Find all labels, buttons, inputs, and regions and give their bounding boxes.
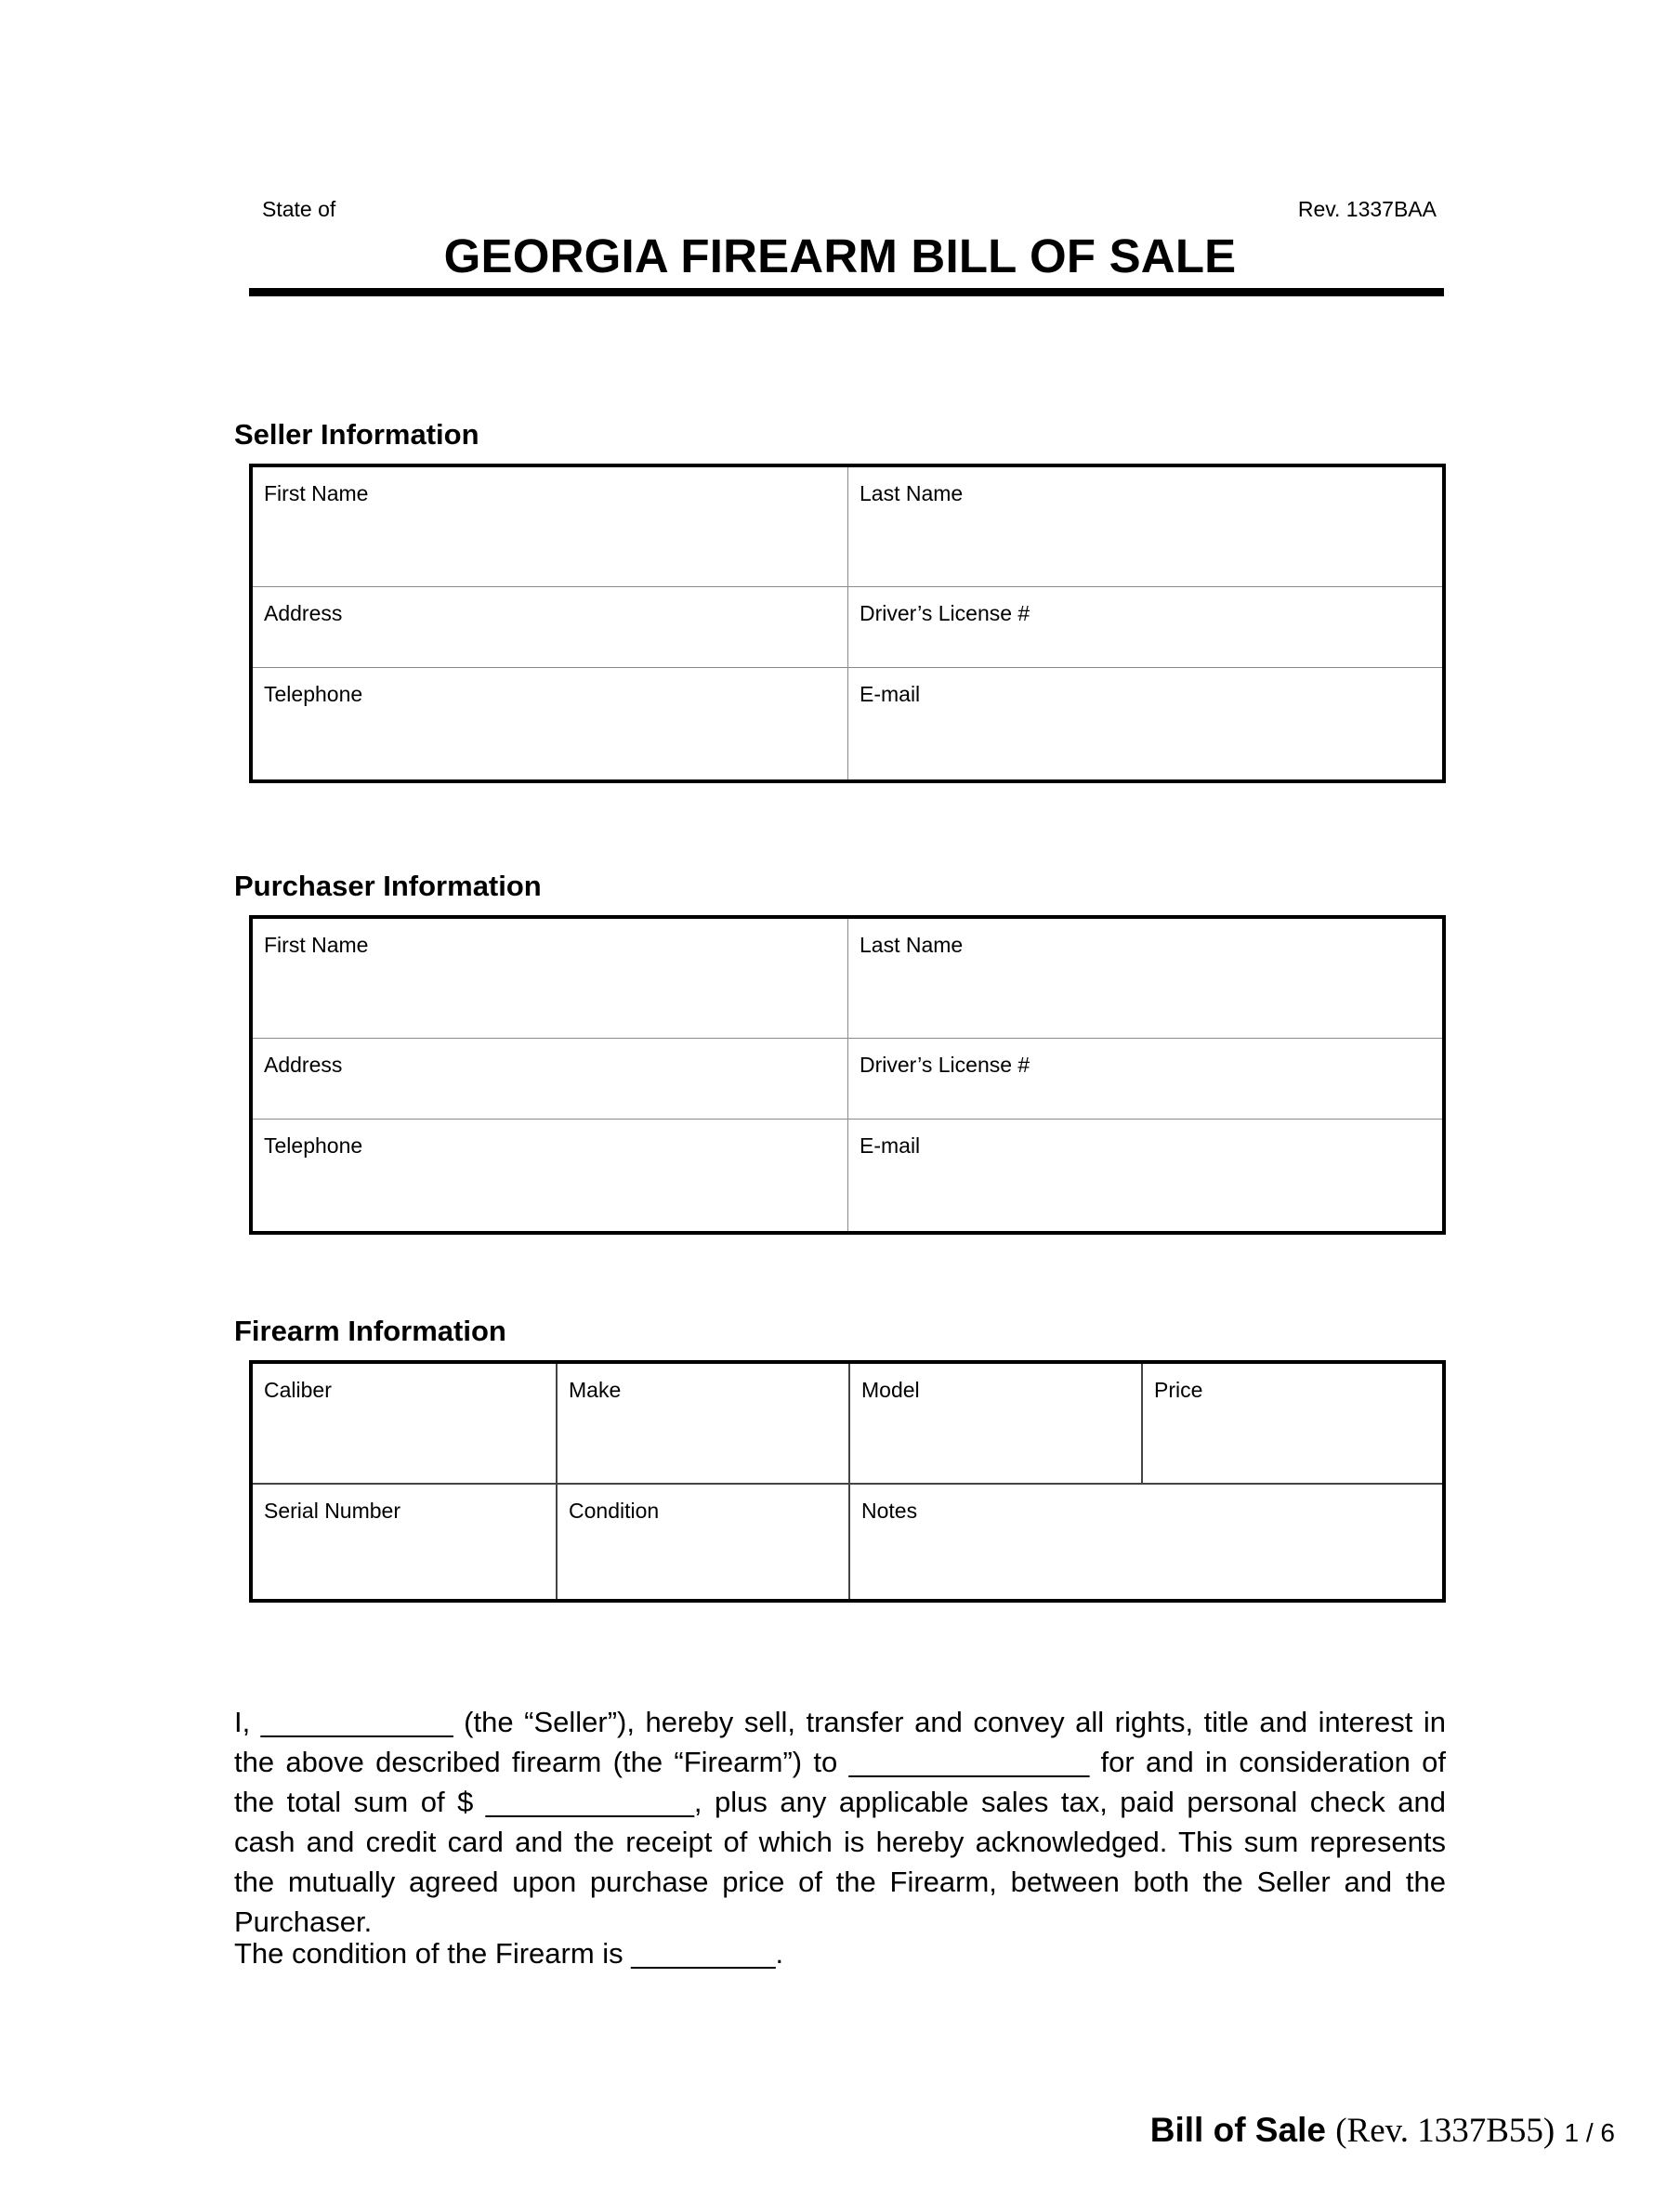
table-row xyxy=(253,1038,1442,1119)
firearm-section-title: Firearm Information xyxy=(234,1315,506,1347)
sale-statement-paragraph: I, ____________ (the “Seller”), hereby sell, transfer and convey all rights, title and interest in the above described firearm (the “Firearm”) to _______________ for and in consideration of the total sum of $ _____________, plus any applicable sales tax, paid personal check and cash and credit card and the receipt of which is hereby acknowledged. This sum represents the mutually agreed upon purchase price of the Firearm, between both the Seller and the Purchaser. xyxy=(234,1706,1446,1938)
purchaser-first-name-field[interactable] xyxy=(253,919,847,1038)
condition-statement: The condition of the Firearm is _________. xyxy=(234,1937,784,1970)
serial-number-field[interactable] xyxy=(253,1485,556,1599)
state-of-label: State of xyxy=(262,197,336,221)
seller-info-table xyxy=(249,464,1446,783)
page-footer xyxy=(1150,2111,1615,2151)
field-label: Condition xyxy=(569,1499,660,1523)
field-label: Serial Number xyxy=(264,1499,400,1523)
field-label: E-mail xyxy=(860,1133,921,1158)
field-label: Price xyxy=(1154,1378,1203,1402)
field-label: Last Name xyxy=(860,481,964,505)
price-field[interactable] xyxy=(1141,1364,1442,1483)
page-title: GEORGIA FIREARM BILL OF SALE xyxy=(443,229,1237,282)
footer-page-number: 1 / 6 xyxy=(1564,2118,1615,2147)
field-label: E-mail xyxy=(860,682,921,706)
notes-field[interactable] xyxy=(848,1485,1442,1599)
seller-drivers-license-field[interactable] xyxy=(847,587,1442,667)
table-row xyxy=(253,919,1442,1038)
make-field[interactable] xyxy=(556,1364,848,1483)
table-row xyxy=(253,586,1442,667)
purchaser-section-title: Purchaser Information xyxy=(234,870,542,902)
field-label: Make xyxy=(569,1378,622,1402)
seller-first-name-field[interactable] xyxy=(253,467,847,586)
footer-doc-name: Bill of Sale xyxy=(1149,2111,1326,2149)
purchaser-last-name-field[interactable] xyxy=(847,919,1442,1038)
footer-revision: (Rev. 1337B55) xyxy=(1335,2112,1555,2150)
seller-last-name-field[interactable] xyxy=(847,467,1442,586)
table-row xyxy=(253,1483,1442,1599)
model-field[interactable] xyxy=(848,1364,1141,1483)
title-divider xyxy=(249,288,1444,296)
purchaser-address-field[interactable] xyxy=(253,1039,847,1119)
condition-field[interactable] xyxy=(556,1485,848,1599)
field-label: Last Name xyxy=(860,933,964,957)
table-row xyxy=(253,467,1442,586)
caliber-field[interactable] xyxy=(253,1364,556,1483)
firearm-info-table xyxy=(249,1360,1446,1603)
table-row xyxy=(253,667,1442,779)
field-label: Address xyxy=(264,601,343,625)
seller-address-field[interactable] xyxy=(253,587,847,667)
table-row xyxy=(253,1364,1442,1483)
field-label: Caliber xyxy=(264,1378,332,1402)
revision-label: Rev. 1337BAA xyxy=(1297,197,1437,221)
purchaser-info-table xyxy=(249,915,1446,1235)
field-label: Address xyxy=(264,1053,343,1077)
seller-email-field[interactable] xyxy=(847,668,1442,779)
purchaser-drivers-license-field[interactable] xyxy=(847,1039,1442,1119)
seller-section-title: Seller Information xyxy=(234,418,479,451)
field-label: First Name xyxy=(264,933,369,957)
field-label: Telephone xyxy=(264,682,363,706)
field-label: Notes xyxy=(861,1499,918,1523)
purchaser-telephone-field[interactable] xyxy=(253,1120,847,1231)
table-row xyxy=(253,1119,1442,1231)
field-label: Driver’s License # xyxy=(860,601,1030,625)
field-label: Driver’s License # xyxy=(860,1053,1030,1077)
seller-telephone-field[interactable] xyxy=(253,668,847,779)
purchaser-email-field[interactable] xyxy=(847,1120,1442,1231)
field-label: Model xyxy=(861,1378,920,1402)
field-label: Telephone xyxy=(264,1133,363,1158)
field-label: First Name xyxy=(264,481,369,505)
